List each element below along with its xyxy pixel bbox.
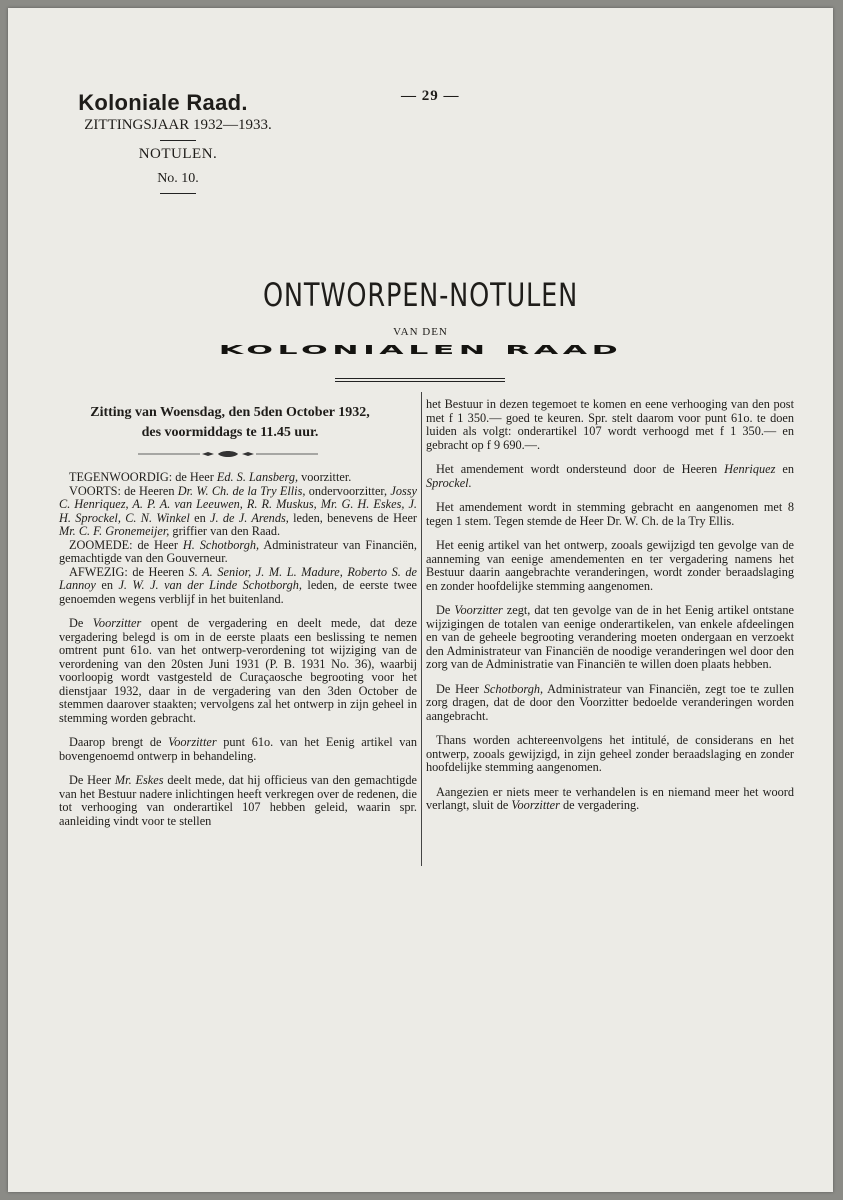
column-divider: [421, 392, 422, 866]
italic-name: Mr. Eskes: [114, 773, 164, 787]
italic-name: Henriquez: [724, 462, 776, 476]
paragraph: TEGENWOORDIG: de Heer Ed. S. Lansberg, voorzitter.: [69, 470, 352, 484]
paragraph: Daarop brengt de Voorzitter punt 61o. van het Eenig artikel van bovengenoemd ontwerp in behandeling.: [59, 735, 417, 763]
right-column: [426, 398, 794, 824]
session-line-2: des voormiddags te 11.45 uur.: [141, 425, 319, 440]
header-rule: [160, 140, 196, 141]
header-rule-bottom: [160, 193, 196, 194]
paragraph: VOORTS: de Heeren Dr. W. Ch. de la Try Ellis, ondervoorzitter, Jossy C. Henriquez, A. P. A. van Leeuwen, R. R. Muskus, Mr. G. H. Eskes, J. H. Sprockel, C. N. Winkel en J. de J. Arends, leden, benevens de Heer Mr. C. F. Gronemeijer, griffier van den Raad.: [59, 483, 417, 538]
italic-name: Ed. S. Lansberg,: [216, 470, 299, 484]
paragraph: De Heer Mr. Eskes deelt mede, dat hij officieus van den gemachtigde van het Bestuur nadere inlichtingen heeft verkregen over de redenen, die tot verhooging van onderartikel 107 hebben geleid, waarin spr. aanleiding vindt voor te stellen: [59, 773, 417, 828]
page-number: — 29 —: [401, 88, 460, 104]
italic-name: Schotborgh,: [483, 681, 544, 696]
kolonialen-raad-banner: KOLONIALEN RAAD: [218, 342, 623, 358]
left-column: [59, 471, 417, 839]
paragraph: Het eenig artikel van het ontwerp, zooals gewijzigd ten gevolge van de aanneming van eenige amendementen en ter vergadering namens het Bestuur daarin aangebrachte veranderingen, wordt zonder beraadslaging en zonder hoofdelijke stemming aangenomen.: [426, 538, 794, 593]
paragraph: ZOOMEDE: de Heer H. Schotborgh, Administrateur van Financiën, gemachtigde van den Gouverneur.: [59, 537, 417, 565]
italic-name: J. de J. Arends,: [210, 510, 289, 525]
session-year: ZITTINGSJAAR 1932—1933.: [84, 117, 272, 133]
document-page: [8, 8, 833, 1192]
italic-name: J. W. J. van der Linde Schotborgh,: [118, 578, 302, 592]
paragraph: Thans worden achtereenvolgens het intitulé, de considerans en het ontwerp, zooals gewijzigd, in zijn geheel zonder beraadslaging en zonder hoofdelijke stemming aangenomen.: [426, 733, 794, 774]
paragraph: De Voorzitter zegt, dat ten gevolge van de in het Eenig artikel ontstane wijzigingen de totalen van eenige onderartikelen, van enkele afdeelingen en van de geheele begrooting verandering moeten ondergaan en verzoekt den Administrateur van Financiën de noodige veranderingen wel door den zorg van de Administratie van Financiën te willen doen plaats hebben.: [426, 603, 794, 671]
italic-name: Sprockel.: [426, 475, 472, 490]
italic-name: Voorzitter: [454, 603, 503, 617]
session-line-1: Zitting van Woensdag, den 5den October 1932,: [90, 405, 370, 420]
van-den-label: VAN DEN: [393, 326, 448, 338]
header-block: [60, 90, 296, 199]
italic-name: Voorzitter: [168, 735, 217, 749]
italic-name: H. Schotborgh,: [182, 537, 260, 552]
paragraph: Het amendement wordt in stemming gebracht en aangenomen met 8 tegen 1 stem. Tegen stemde de Heer Dr. W. Ch. de la Try Ellis.: [426, 500, 794, 528]
paragraph: Aangezien er niets meer te verhandelen is en niemand meer het woord verlangt, sluit de Voorzitter de vergadering.: [426, 784, 794, 812]
italic-name: Jossy C. Henriquez, A. P. A. van Leeuwen, R. R. Muskus, Mr. G. H. Eskes, J. H. Sprockel, C. N. Winkel: [59, 483, 417, 525]
ornament-divider: [138, 449, 318, 459]
council-title: Koloniale Raad.: [78, 90, 248, 115]
main-title: ONTWORPEN-NOTULEN: [262, 276, 579, 314]
paragraph: AFWEZIG: de Heeren S. A. Senior, J. M. L. Madure, Roberto S. de Lannoy en J. W. J. van der Linde Schotborgh, leden, de eerste twee genoemden wegens verblijf in het buitenland.: [59, 564, 417, 606]
paragraph: De Heer Schotborgh, Administrateur van Financiën, zegt toe te zullen zorg dragen, dat de door den Voorzitter bedoelde veranderingen worden aangebracht.: [426, 681, 794, 723]
italic-name: Dr. W. Ch. de la Try Ellis,: [177, 483, 306, 498]
paragraph: De Voorzitter opent de vergadering en deelt mede, dat deze vergadering belegd is om in de eerste plaats een beslissing te nemen omtrent punt 61o. van het ontwerp-verordening tot wijziging van de verordening van den 20sten Juni 1931 (P. B. 1931 No. 36), waarbij voorloopig wordt vastgesteld de Curaçaosche begrooting voor het dienstjaar 1932, daar in de vergadering van den 3den October de stemmen daarover staakten; vervolgens zal het ontwerp in zijn geheel in stemming worden gebracht.: [59, 616, 417, 725]
title-double-rule: [335, 378, 505, 382]
italic-name: Voorzitter: [511, 798, 560, 812]
session-heading: [50, 403, 410, 443]
italic-name: Mr. C. F. Gronemeijer,: [59, 524, 170, 538]
issue-number: No. 10.: [157, 171, 199, 186]
notulen-label: NOTULEN.: [138, 146, 218, 162]
italic-name: S. A. Senior, J. M. L. Madure, Roberto S. de Lannoy: [59, 564, 417, 592]
italic-name: Voorzitter: [92, 616, 142, 630]
paragraph: Het amendement wordt ondersteund door de Heeren Henriquez en Sprockel.: [426, 462, 794, 490]
paragraph: het Bestuur in dezen tegemoet te komen en eene verhooging van den post met f 1 350.— goed te keuren. Spr. stelt daarom voor punt 61o. te doen luiden als volgt: onderartikel 107 wordt verhoogd met f 1 350.— en gebracht op f 9 690.—.: [426, 397, 794, 452]
